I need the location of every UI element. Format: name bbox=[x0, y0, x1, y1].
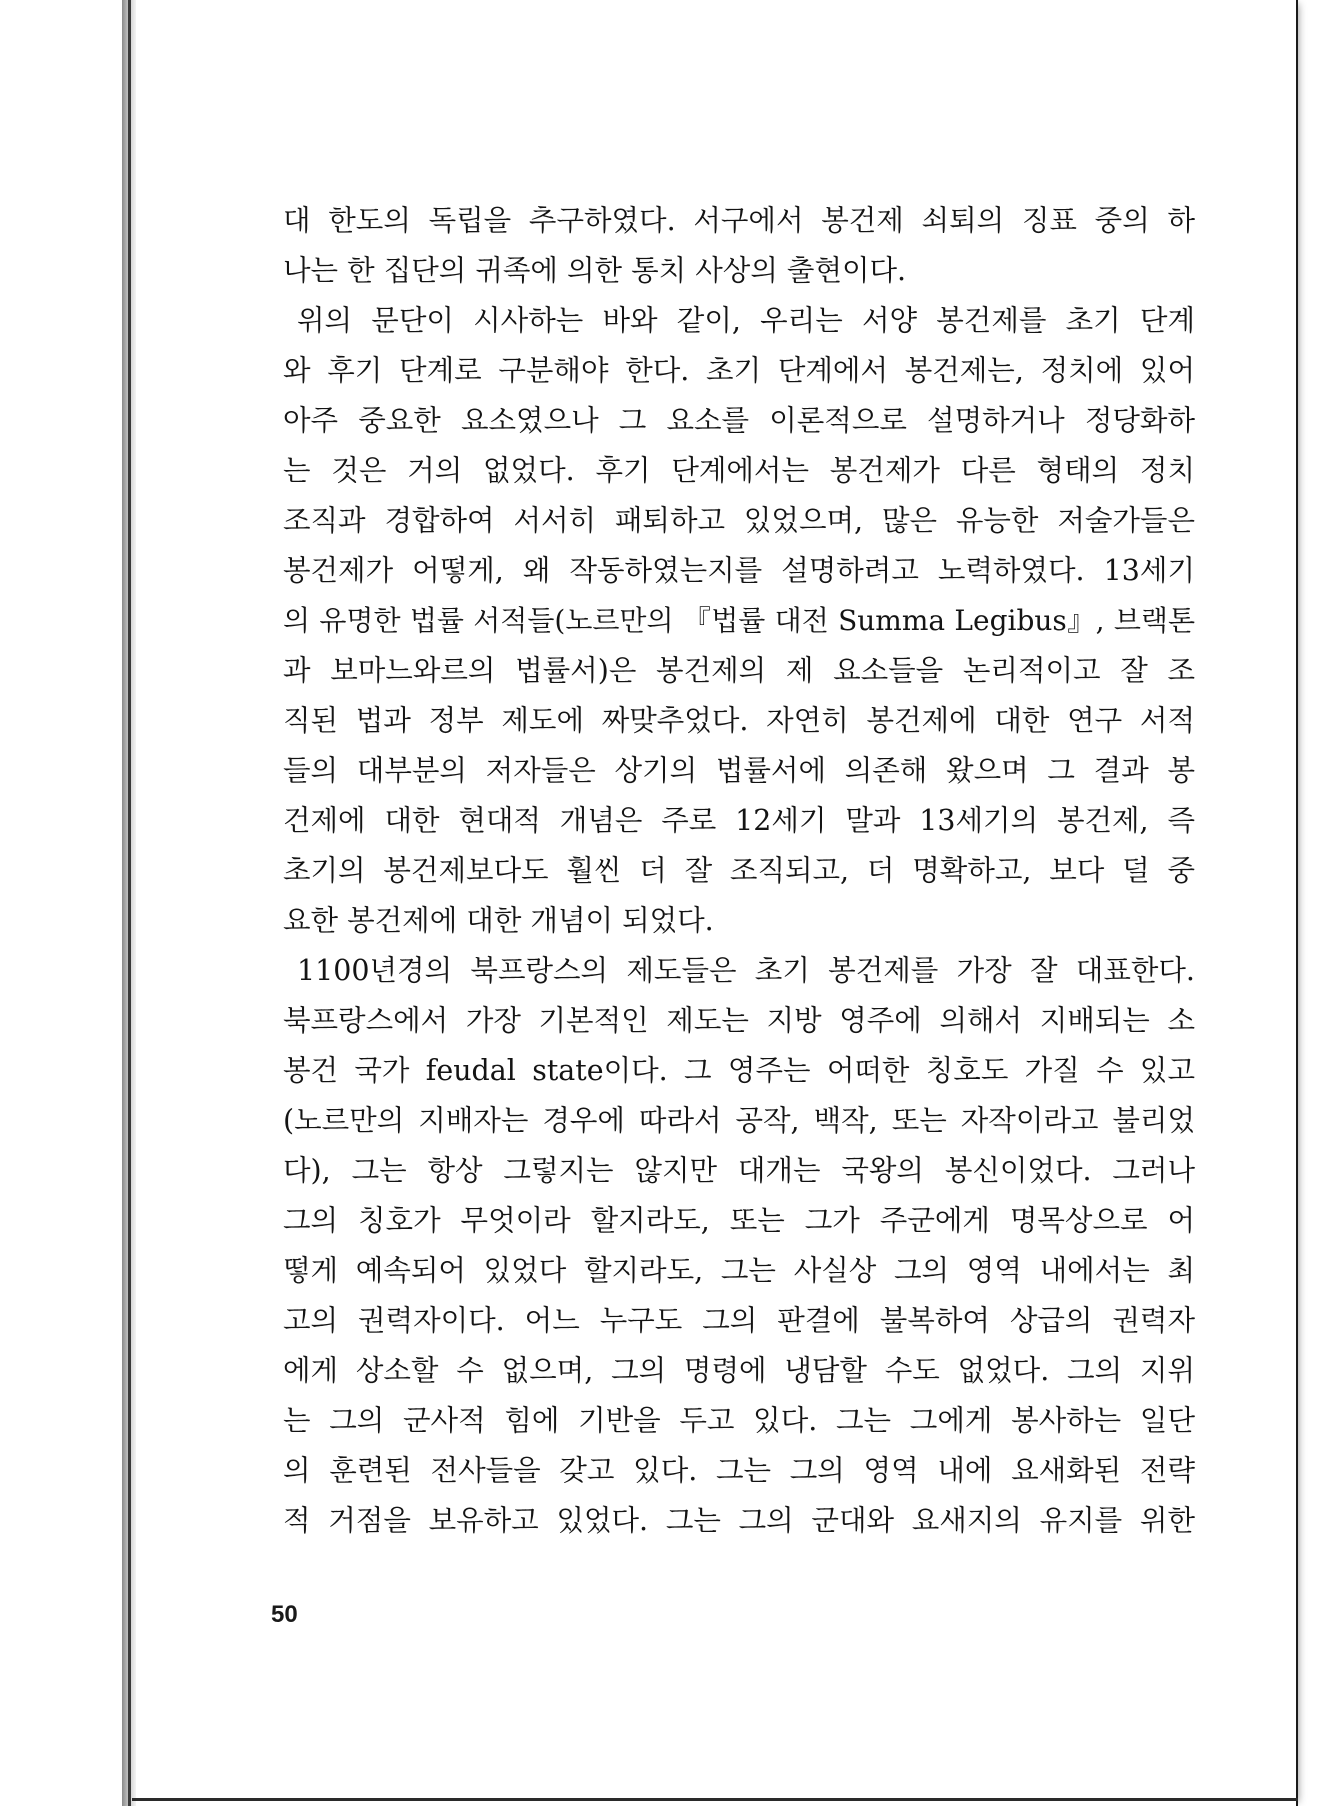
text-line: 북프랑스에서 가장 기본적인 제도는 지방 영주에 의해서 지배되는 소 bbox=[283, 1004, 1195, 1037]
text-line: 초기의 봉건제보다도 훨씬 더 잘 조직되고, 더 명확하고, 보다 덜 중 bbox=[283, 854, 1195, 887]
body-text bbox=[283, 196, 1195, 1546]
text-line: 는 그의 군사적 힘에 기반을 두고 있다. 그는 그에게 봉사하는 일단 bbox=[283, 1404, 1195, 1437]
text-line: 1100년경의 북프랑스의 제도들은 초기 봉건제를 가장 잘 대표한다. bbox=[297, 954, 1195, 987]
text-line: 의 훈련된 전사들을 갖고 있다. 그는 그의 영역 내에 요새화된 전략 bbox=[283, 1454, 1195, 1487]
page-edge-right bbox=[1296, 0, 1298, 1806]
text-line: 나는 한 집단의 귀족에 의한 통치 사상의 출현이다. bbox=[283, 254, 907, 287]
text-line: 직된 법과 정부 제도에 짜맞추었다. 자연히 봉건제에 대한 연구 서적 bbox=[283, 704, 1195, 737]
text-line: 봉건 국가 feudal state이다. 그 영주는 어떠한 칭호도 가질 수 있고 bbox=[283, 1054, 1195, 1087]
text-line: 아주 중요한 요소였으나 그 요소를 이론적으로 설명하거나 정당화하 bbox=[283, 404, 1195, 437]
text-line: 들의 대부분의 저자들은 상기의 법률서에 의존해 왔으며 그 결과 봉 bbox=[283, 754, 1195, 787]
text-line: (노르만의 지배자는 경우에 따라서 공작, 백작, 또는 자작이라고 불리었 bbox=[283, 1104, 1195, 1137]
text-line: 와 후기 단계로 구분해야 한다. 초기 단계에서 봉건제는, 정치에 있어 bbox=[283, 354, 1195, 387]
text-line: 의 유명한 법률 서적들(노르만의 『법률 대전 Summa Legibus』, 브랙톤 bbox=[283, 604, 1195, 637]
text-line: 고의 권력자이다. 어느 누구도 그의 판결에 불복하여 상급의 권력자 bbox=[283, 1304, 1195, 1337]
text-line: 적 거점을 보유하고 있었다. 그는 그의 군대와 요새지의 유지를 위한 bbox=[283, 1504, 1195, 1537]
text-line: 에게 상소할 수 없으며, 그의 명령에 냉담할 수도 없었다. 그의 지위 bbox=[283, 1354, 1195, 1387]
page-edge-bottom bbox=[132, 1798, 1298, 1801]
text-line: 과 보마느와르의 법률서)은 봉건제의 제 요소들을 논리적이고 잘 조 bbox=[283, 654, 1195, 687]
text-line: 는 것은 거의 없었다. 후기 단계에서는 봉건제가 다른 형태의 정치 bbox=[283, 454, 1195, 487]
page-number: 50 bbox=[271, 1601, 298, 1628]
text-line: 다), 그는 항상 그렇지는 않지만 대개는 국왕의 봉신이었다. 그러나 bbox=[283, 1154, 1195, 1187]
page-edge-left bbox=[128, 0, 131, 1806]
text-line: 건제에 대한 현대적 개념은 주로 12세기 말과 13세기의 봉건제, 즉 bbox=[283, 804, 1195, 837]
text-line: 떻게 예속되어 있었다 할지라도, 그는 사실상 그의 영역 내에서는 최 bbox=[283, 1254, 1195, 1287]
text-line: 위의 문단이 시사하는 바와 같이, 우리는 서양 봉건제를 초기 단계 bbox=[297, 304, 1195, 337]
text-line: 조직과 경합하여 서서히 패퇴하고 있었으며, 많은 유능한 저술가들은 bbox=[283, 504, 1195, 537]
text-line: 요한 봉건제에 대한 개념이 되었다. bbox=[283, 904, 714, 937]
text-line: 봉건제가 어떻게, 왜 작동하였는지를 설명하려고 노력하였다. 13세기 bbox=[283, 554, 1195, 587]
text-line: 대 한도의 독립을 추구하였다. 서구에서 봉건제 쇠퇴의 징표 중의 하 bbox=[283, 204, 1195, 237]
text-line: 그의 칭호가 무엇이라 할지라도, 또는 그가 주군에게 명목상으로 어 bbox=[283, 1204, 1195, 1237]
